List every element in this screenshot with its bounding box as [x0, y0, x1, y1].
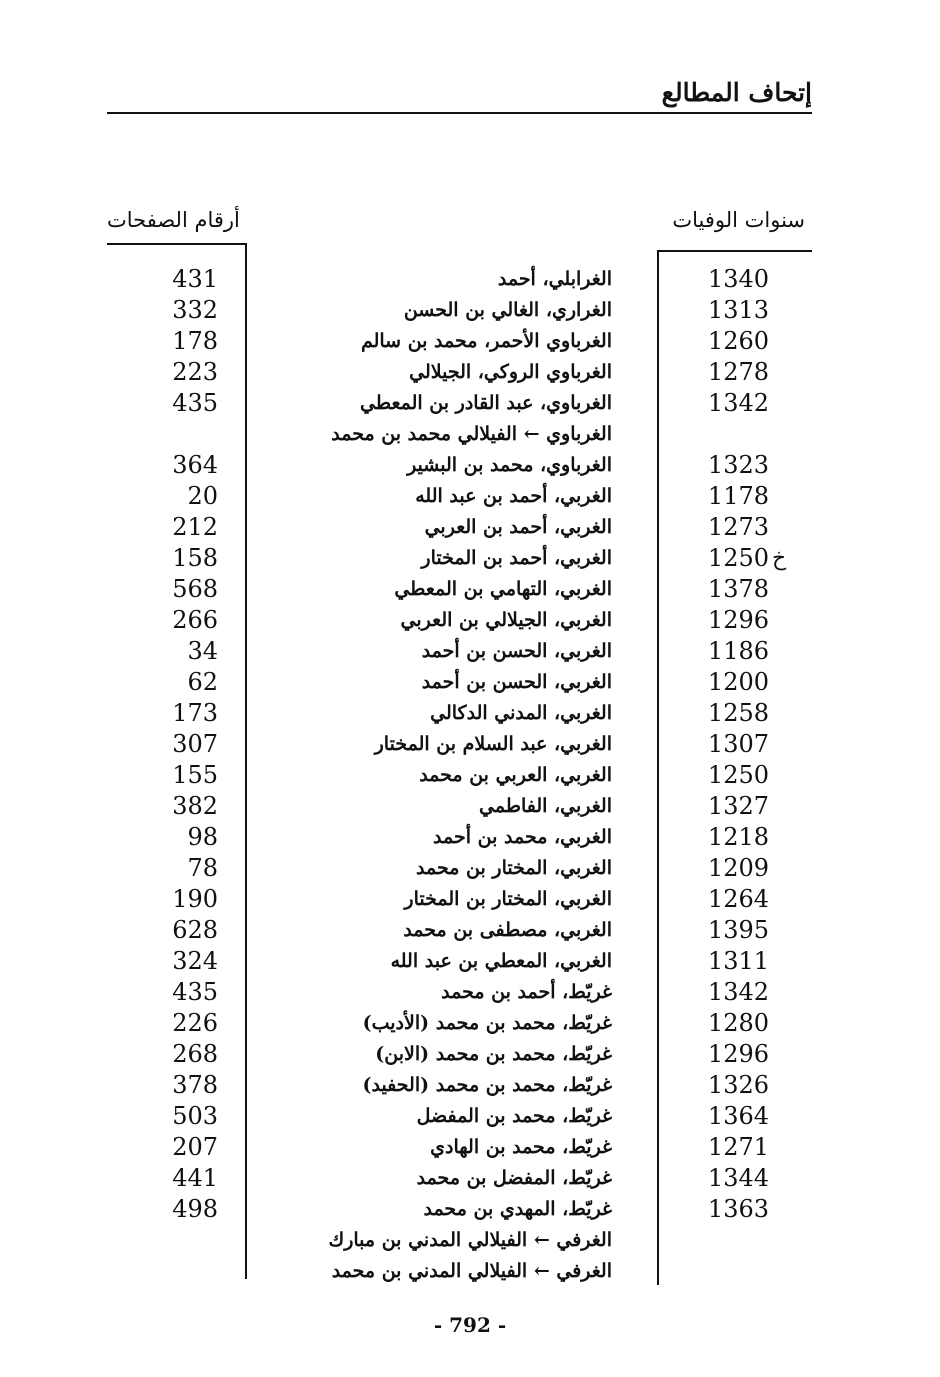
table-row	[0, 698, 940, 729]
page-reference: 158	[172, 544, 218, 572]
person-name: الغربي، أحمد بن المختار	[421, 547, 612, 569]
table-row	[0, 512, 940, 543]
table-row	[0, 729, 940, 760]
death-year: 1186	[707, 637, 769, 665]
death-year: 1364	[707, 1102, 769, 1130]
table-row	[0, 543, 940, 574]
person-name: الغربي، أحمد بن العربي	[424, 516, 612, 538]
table-row	[0, 481, 940, 512]
person-name: الغربي، أحمد بن عبد الله	[415, 485, 612, 507]
person-name: الغربي، التهامي بن المعطي	[394, 578, 612, 600]
page-reference: 378	[172, 1071, 218, 1099]
page-reference: 173	[172, 699, 218, 727]
person-name: الغرباوي الروكي، الجيلالي	[409, 361, 612, 383]
person-name: الغربي، المعطي بن عبد الله	[390, 950, 612, 972]
table-row	[0, 450, 940, 481]
person-name: الغربي، المختار بن محمد	[416, 857, 612, 879]
death-year: 1342	[707, 978, 769, 1006]
page-reference: 568	[172, 575, 218, 603]
running-title: إتحاف المطالع	[661, 78, 812, 107]
page-reference: 78	[187, 854, 218, 882]
table-row	[0, 1256, 940, 1287]
death-year: 1326	[707, 1071, 769, 1099]
page-reference: 226	[172, 1009, 218, 1037]
death-year: 1323	[707, 451, 769, 479]
person-name: غريّط، محمد بن محمد (الابن)	[375, 1043, 612, 1065]
year-marker: خ	[772, 546, 787, 571]
death-year: 1250	[707, 761, 769, 789]
death-year: 1278	[707, 358, 769, 386]
table-row	[0, 1194, 940, 1225]
person-name: الغربي، مصطفى بن محمد	[403, 919, 612, 941]
person-name: الغرفي ← الفيلالي المدني بن محمد	[331, 1260, 612, 1282]
death-year: 1209	[707, 854, 769, 882]
table-row	[0, 1225, 940, 1256]
death-year: 1178	[707, 482, 769, 510]
death-year: 1258	[707, 699, 769, 727]
page-number: - 792 -	[433, 1313, 507, 1337]
page-reference: 98	[187, 823, 218, 851]
death-year: 1327	[707, 792, 769, 820]
page-reference: 441	[172, 1164, 218, 1192]
table-row	[0, 574, 940, 605]
death-year: 1296	[707, 1040, 769, 1068]
page-reference: 307	[172, 730, 218, 758]
death-year: 1342	[707, 389, 769, 417]
table-row	[0, 357, 940, 388]
death-year: 1218	[707, 823, 769, 851]
death-year: 1340	[707, 265, 769, 293]
table-row	[0, 388, 940, 419]
person-name: غريّط، محمد بن الهادي	[430, 1136, 612, 1158]
page-reference: 364	[172, 451, 218, 479]
table-row	[0, 1039, 940, 1070]
page-reference: 34	[187, 637, 218, 665]
years-column-header: سنوات الوفيات	[672, 208, 805, 232]
table-row	[0, 636, 940, 667]
person-name: غريّط، المهدي بن محمد	[423, 1198, 612, 1220]
person-name: الغرفي ← الفيلالي المدني بن مبارك	[328, 1229, 612, 1251]
table-row	[0, 946, 940, 977]
page-reference: 268	[172, 1040, 218, 1068]
table-row	[0, 1008, 940, 1039]
page-reference: 266	[172, 606, 218, 634]
table-row	[0, 264, 940, 295]
person-name: الغرابلي، أحمد	[497, 268, 612, 290]
person-name: الغراري، الغالي بن الحسن	[403, 299, 612, 321]
page-reference: 223	[172, 358, 218, 386]
death-year: 1307	[707, 730, 769, 758]
person-name: الغربي، العربي بن محمد	[419, 764, 612, 786]
table-row	[0, 605, 940, 636]
page-reference: 382	[172, 792, 218, 820]
death-year: 1395	[707, 916, 769, 944]
table-row	[0, 1163, 940, 1194]
table-row	[0, 1132, 940, 1163]
header-rule	[107, 112, 812, 114]
page-reference: 20	[187, 482, 218, 510]
table-row	[0, 1101, 940, 1132]
death-year: 1313	[707, 296, 769, 324]
death-year: 1273	[707, 513, 769, 541]
table-row	[0, 1070, 940, 1101]
person-name: الغربي، المدني الدكالي	[430, 702, 612, 724]
person-name: الغرباوي، عبد القادر بن المعطي	[360, 392, 612, 414]
table-row	[0, 326, 940, 357]
index-table	[0, 264, 940, 1287]
page-reference: 503	[172, 1102, 218, 1130]
page-reference: 178	[172, 327, 218, 355]
death-year: 1200	[707, 668, 769, 696]
person-name: غريّط، محمد بن محمد (الحفيد)	[362, 1074, 612, 1096]
page-reference: 628	[172, 916, 218, 944]
person-name: الغربي، محمد بن أحمد	[433, 826, 612, 848]
person-name: الغربي، عبد السلام بن المختار	[374, 733, 612, 755]
pages-column-header: أرقام الصفحات	[107, 208, 240, 232]
person-name: الغربي، الجيلالي بن العربي	[400, 609, 612, 631]
person-name: الغربي، الحسن بن أحمد	[421, 640, 612, 662]
table-row	[0, 760, 940, 791]
person-name: غريّط، محمد بن محمد (الأديب)	[362, 1012, 612, 1034]
death-year: 1311	[707, 947, 769, 975]
page-reference: 324	[172, 947, 218, 975]
death-year: 1344	[707, 1164, 769, 1192]
table-row	[0, 667, 940, 698]
page-reference: 431	[172, 265, 218, 293]
person-name: غريّط، محمد بن المفضل	[416, 1105, 612, 1127]
page-reference: 212	[172, 513, 218, 541]
page-reference: 155	[172, 761, 218, 789]
pages-column-top-rule	[107, 243, 247, 245]
table-row	[0, 977, 940, 1008]
table-row	[0, 915, 940, 946]
table-row	[0, 295, 940, 326]
page-reference: 435	[172, 389, 218, 417]
page-reference: 190	[172, 885, 218, 913]
table-row	[0, 791, 940, 822]
page-reference: 435	[172, 978, 218, 1006]
person-name: الغربي، المختار بن المختار	[404, 888, 612, 910]
person-name: الغربي، الفاطمي	[479, 795, 612, 817]
person-name: غريّط، أحمد بن محمد	[441, 981, 612, 1003]
person-name: الغرباوي ← الفيلالي محمد بن محمد	[331, 423, 612, 445]
death-year: 1260	[707, 327, 769, 355]
death-year: 1378	[707, 575, 769, 603]
page-reference: 498	[172, 1195, 218, 1223]
page-reference: 207	[172, 1133, 218, 1161]
years-column-top-rule	[657, 250, 812, 252]
death-year: 1363	[707, 1195, 769, 1223]
table-row	[0, 853, 940, 884]
person-name: غريّط، المفضل بن محمد	[416, 1167, 612, 1189]
death-year: 1280	[707, 1009, 769, 1037]
death-year: 1264	[707, 885, 769, 913]
table-row	[0, 822, 940, 853]
death-year: 1296	[707, 606, 769, 634]
person-name: الغرباوي الأحمر، محمد بن سالم	[360, 330, 612, 352]
death-year: 1250	[707, 544, 769, 572]
person-name: الغربي، الحسن بن أحمد	[421, 671, 612, 693]
death-year: 1271	[707, 1133, 769, 1161]
page-reference: 62	[187, 668, 218, 696]
person-name: الغرباوي، محمد بن البشير	[407, 454, 612, 476]
table-row	[0, 419, 940, 450]
table-row	[0, 884, 940, 915]
page-reference: 332	[172, 296, 218, 324]
